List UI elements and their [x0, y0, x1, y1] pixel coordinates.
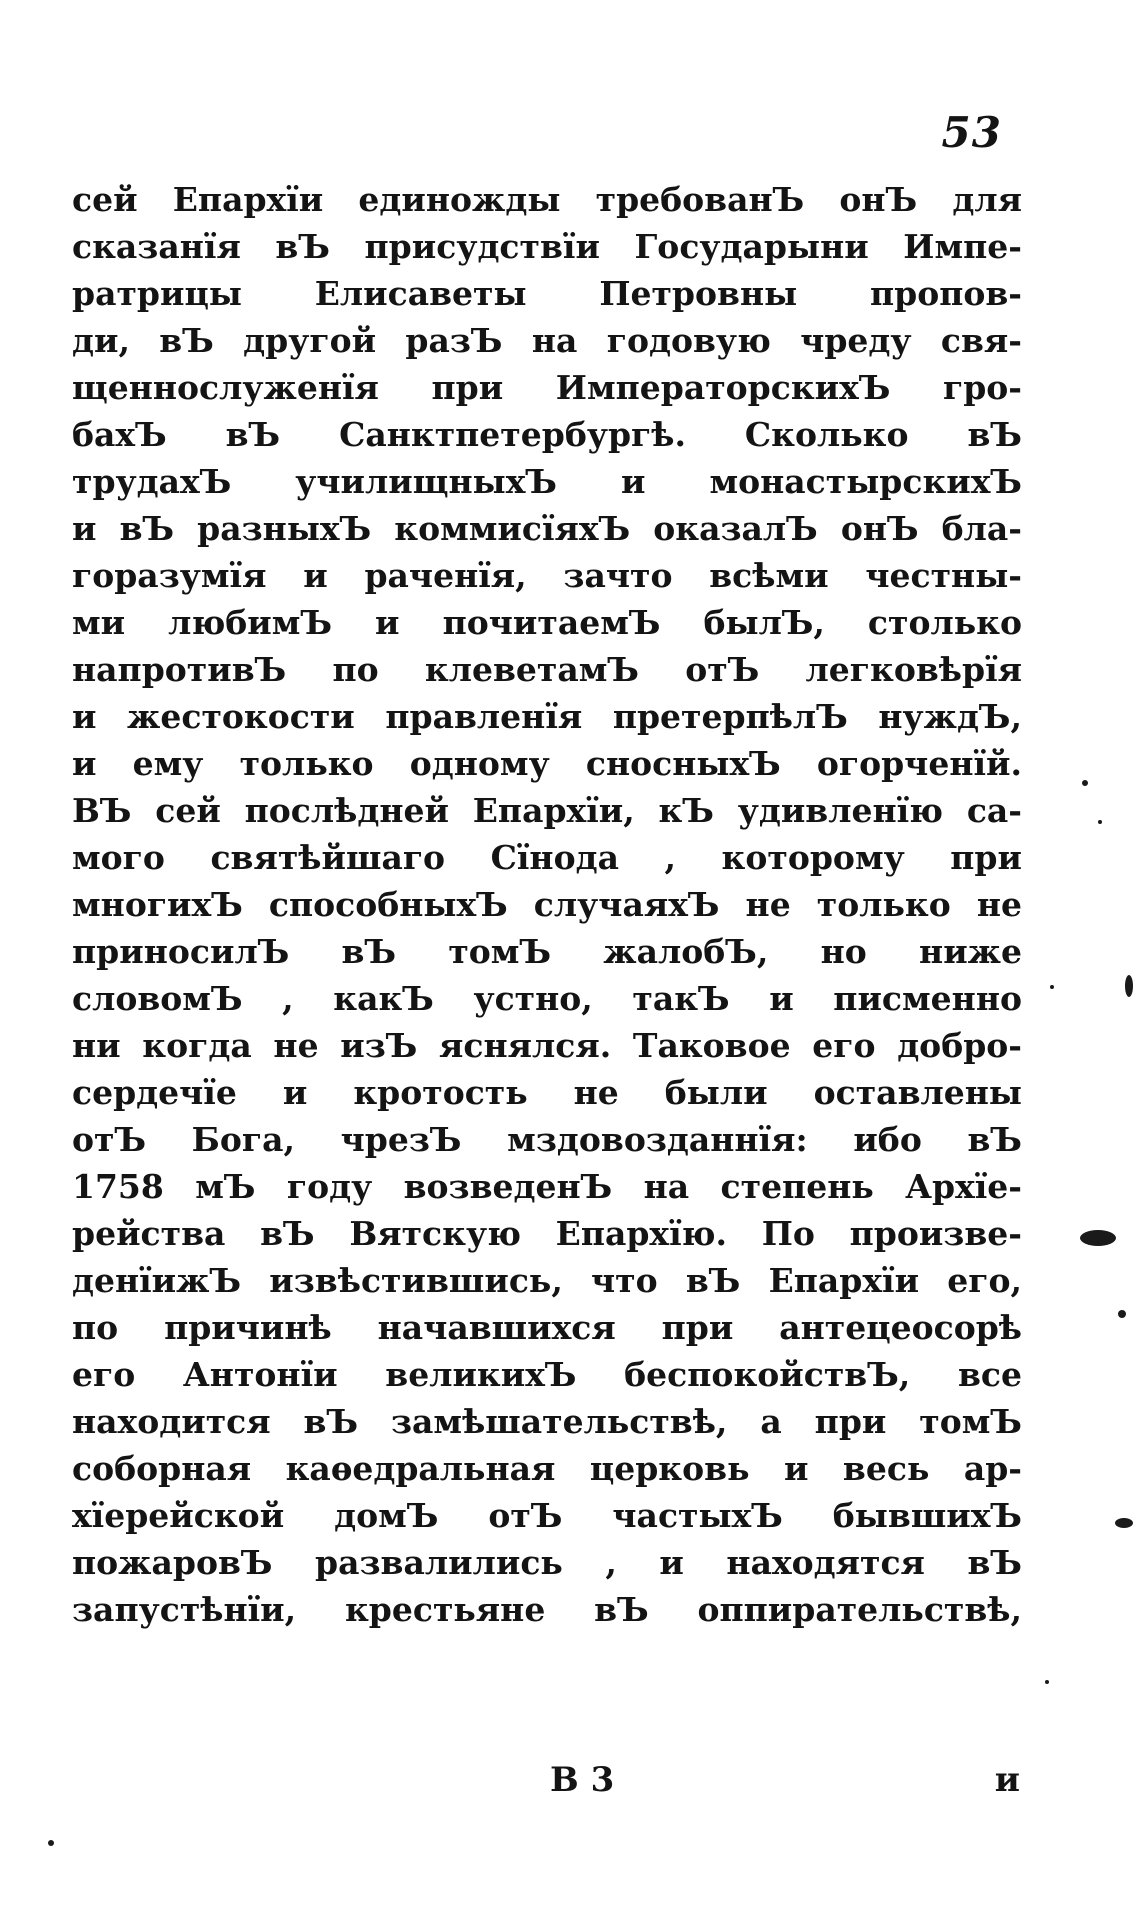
text-line: ВЪ сей послѣдней Епархїи, кЪ удивленїю са- — [72, 791, 1022, 830]
scan-speck — [1115, 1518, 1133, 1528]
text-line: бахЪ вЪ Санктпетербургѣ. Сколько вЪ — [72, 415, 1022, 454]
text-line: запустѣнїи, крестьяне вЪ оппирательствѣ, — [72, 1590, 1022, 1629]
text-line: и жестокости правленїя претерпѣлЪ нуждЪ, — [72, 697, 1022, 736]
text-line: пожаровЪ развалились , и находятся вЪ — [72, 1543, 1022, 1582]
text-line: сердечїе и кротость не были оставлены — [72, 1073, 1022, 1112]
scan-speck — [1082, 780, 1088, 786]
text-line: ни когда не изЪ яснялся. Таковое его добро- — [72, 1026, 1022, 1065]
scan-speck — [1098, 820, 1102, 824]
text-line: денїижЪ извѣстившись, что вЪ Епархїи его, — [72, 1261, 1022, 1300]
text-line: находится вЪ замѣшательствѣ, а при томЪ — [72, 1402, 1022, 1441]
page-number: 53 — [941, 108, 1002, 157]
text-line: сей Епархїи единожды требованЪ онЪ для — [72, 180, 1022, 219]
scan-speck — [48, 1840, 54, 1846]
scan-speck — [1125, 975, 1133, 997]
text-line: многихЪ способныхЪ случаяхЪ не только не — [72, 885, 1022, 924]
signature-mark: В 3 — [550, 1760, 615, 1800]
scan-speck — [1045, 1680, 1049, 1684]
text-line: рейства вЪ Вятскую Епархїю. По произве- — [72, 1214, 1022, 1253]
text-line: горазумїя и раченїя, зачто всѣми честны- — [72, 556, 1022, 595]
text-line: трудахЪ училищныхЪ и монастырскихЪ — [72, 462, 1022, 501]
catchword: и — [994, 1760, 1020, 1800]
text-line: и вЪ разныхЪ коммисїяхЪ оказалЪ онЪ бла- — [72, 509, 1022, 548]
text-line: ми любимЪ и почитаемЪ былЪ, столько — [72, 603, 1022, 642]
text-line: хїерейской домЪ отЪ частыхЪ бывшихЪ — [72, 1496, 1022, 1535]
text-line: приносилЪ вЪ томЪ жалобЪ, но ниже — [72, 932, 1022, 971]
text-line: соборная каѳедральная церковь и весь ар- — [72, 1449, 1022, 1488]
text-line: щеннослуженїя при ИмператорскихЪ гро- — [72, 368, 1022, 407]
text-line: словомЪ , какЪ устно, такЪ и писменно — [72, 979, 1022, 1018]
text-line: сказанїя вЪ присудствїи Государыни Импе- — [72, 227, 1022, 266]
text-line: мого святѣйшаго Сїнода , которому при — [72, 838, 1022, 877]
scan-speck — [1080, 1230, 1116, 1246]
catchwords — [550, 1760, 1020, 1800]
text-line: и ему только одному сносныхЪ огорченїй. — [72, 744, 1022, 783]
text-line: ратрицы Елисаветы Петровны пропов- — [72, 274, 1022, 313]
text-line: ди, вЪ другой разЪ на годовую чреду свя- — [72, 321, 1022, 360]
text-line: его Антонїи великихЪ беспокойствЪ, все — [72, 1355, 1022, 1394]
scan-speck — [1050, 985, 1054, 989]
text-line: по причинѣ начавшихся при антецеосорѣ — [72, 1308, 1022, 1347]
body-text — [72, 176, 1022, 1633]
text-line: 1758 мЪ году возведенЪ на степень Архїе- — [72, 1167, 1022, 1206]
text-line: отЪ Бога, чрезЪ мздовозданнїя: ибо вЪ — [72, 1120, 1022, 1159]
scan-speck — [1118, 1310, 1126, 1318]
text-line: напротивЪ по клеветамЪ отЪ легковѣрїя — [72, 650, 1022, 689]
